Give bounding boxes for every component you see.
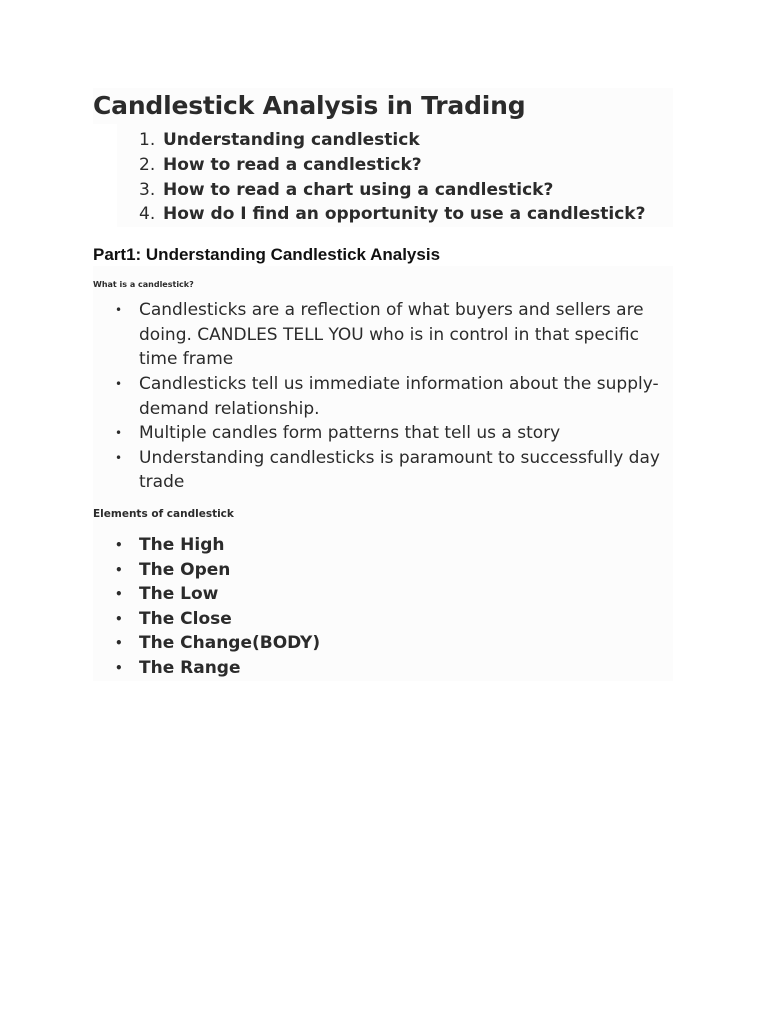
what-bullets xyxy=(93,298,673,495)
elements-section xyxy=(93,495,673,681)
list-item xyxy=(115,372,673,421)
list-item xyxy=(115,607,673,632)
element-text: The Change(BODY) xyxy=(139,633,321,654)
document-title: Candlestick Analysis in Trading xyxy=(93,91,526,120)
list-item xyxy=(115,533,673,558)
elements-list xyxy=(93,533,673,681)
toc-item xyxy=(139,153,673,178)
toc-label: How to read a candlestick? xyxy=(163,154,422,175)
toc-label: Understanding candlestick xyxy=(163,130,420,150)
toc-item xyxy=(139,128,673,153)
bullet-icon: • xyxy=(115,611,123,626)
toc-number: 2. xyxy=(139,154,156,175)
element-text: The Close xyxy=(139,608,232,629)
element-text: The High xyxy=(139,534,225,555)
toc-label: How to read a chart using a candlestick? xyxy=(163,179,554,200)
toc-item xyxy=(139,202,673,227)
list-item xyxy=(115,298,673,372)
toc-number: 4. xyxy=(139,204,156,225)
table-of-contents xyxy=(117,124,673,227)
part1-heading: Part1: Understanding Candlestick Analysis xyxy=(93,245,441,265)
bullet-text: Multiple candles form patterns that tell us a story xyxy=(139,423,561,444)
bullet-icon: • xyxy=(115,426,123,441)
what-is-candlestick-label: What is a candlestick? xyxy=(93,280,194,290)
bullet-icon: • xyxy=(115,660,123,675)
title-block xyxy=(93,88,673,124)
bullet-icon: • xyxy=(115,537,123,552)
element-text: The Range xyxy=(139,657,241,678)
list-item xyxy=(115,421,673,446)
bullet-text: Candlesticks tell us immediate information about the supply-demand relationship. xyxy=(139,373,659,419)
element-text: The Low xyxy=(139,584,219,605)
bullet-icon: • xyxy=(115,636,123,651)
element-text: The Open xyxy=(139,559,231,580)
bullet-icon: • xyxy=(115,303,123,318)
what-is-candlestick-section xyxy=(93,266,673,495)
bullet-text: Candlesticks are a reflection of what buyers and sellers are doing. CANDLES TELL YOU who is in control in that specific time frame xyxy=(139,300,644,370)
bullet-icon: • xyxy=(115,450,123,465)
list-item xyxy=(115,446,673,495)
document-page xyxy=(93,88,673,681)
toc-number: 1. xyxy=(139,130,156,150)
bullet-icon: • xyxy=(115,562,123,577)
elements-label: Elements of candlestick xyxy=(93,507,234,520)
toc-number: 3. xyxy=(139,179,156,200)
bullet-icon: • xyxy=(115,376,123,391)
bullet-icon: • xyxy=(115,587,123,602)
list-item xyxy=(115,582,673,607)
list-item xyxy=(115,656,673,681)
toc-label: How do I find an opportunity to use a candlestick? xyxy=(163,204,646,225)
list-item xyxy=(115,631,673,656)
list-item xyxy=(115,558,673,583)
bullet-text: Understanding candlesticks is paramount to successfully day trade xyxy=(139,447,660,493)
toc-item xyxy=(139,178,673,203)
